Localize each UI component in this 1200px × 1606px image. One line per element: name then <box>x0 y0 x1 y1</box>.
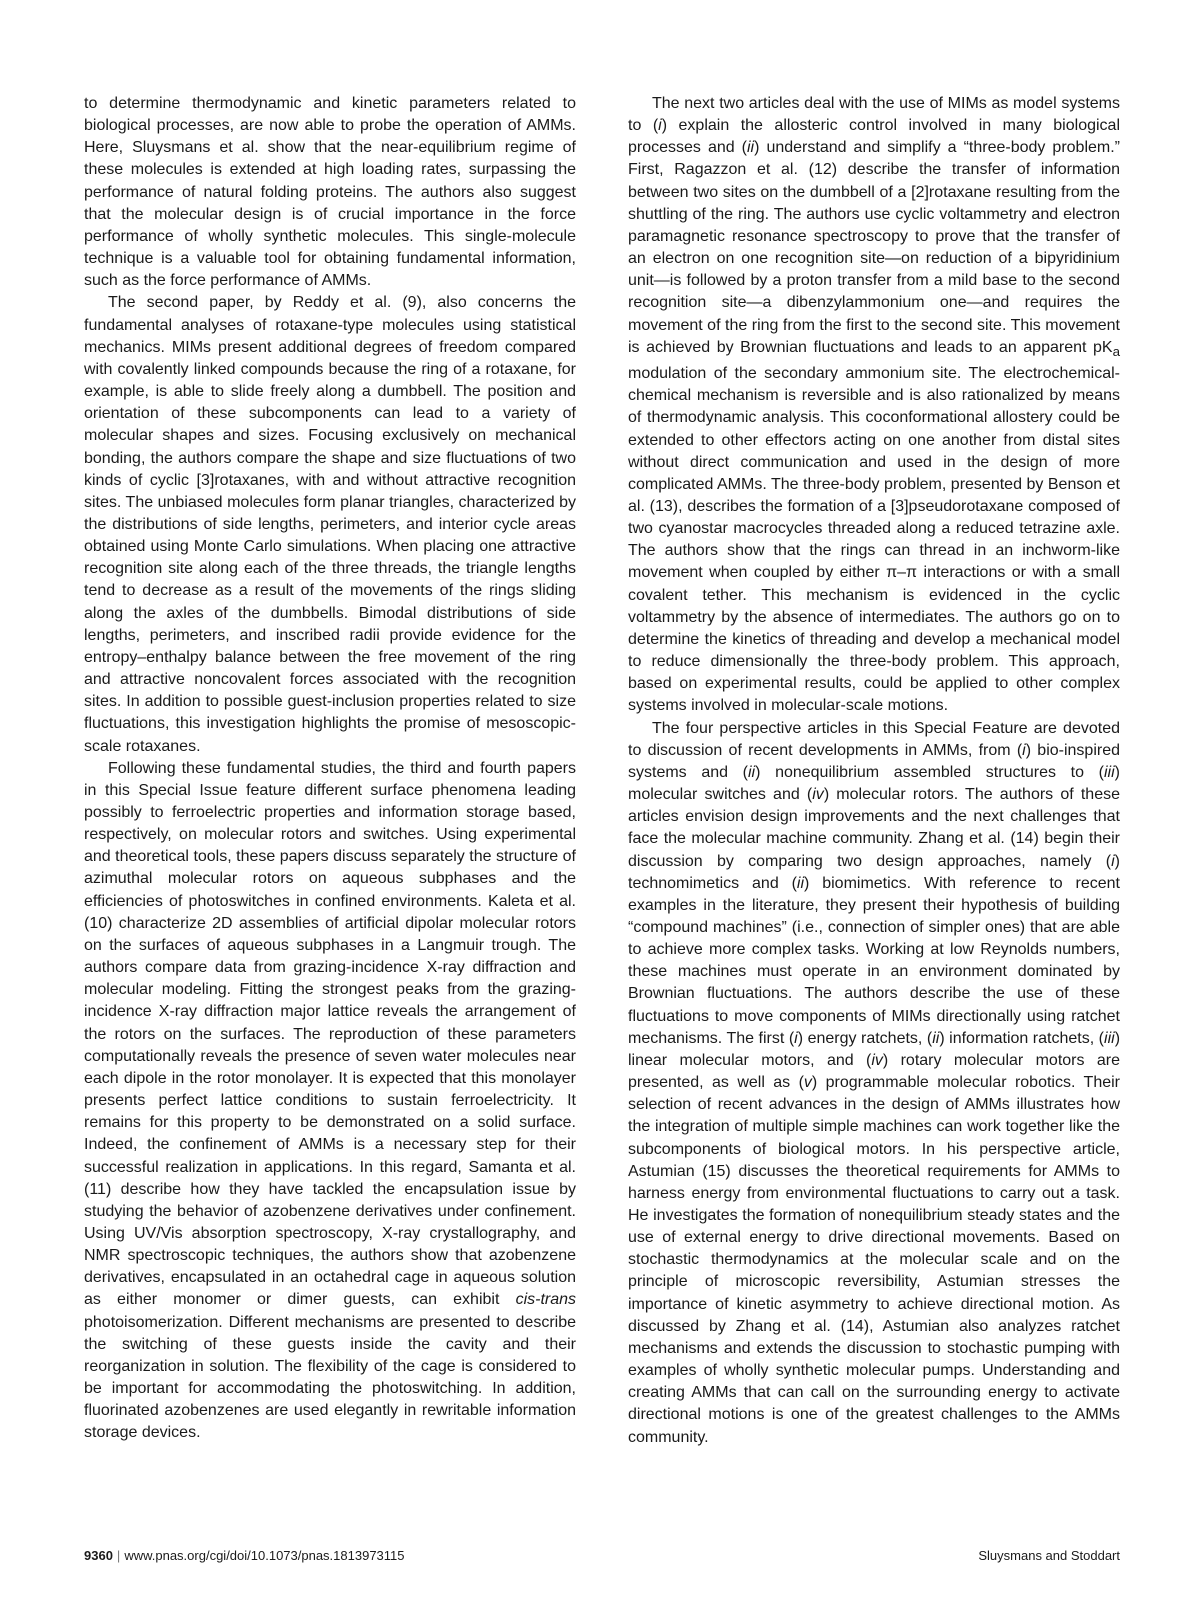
italic-text: v <box>803 1074 812 1092</box>
text-run: ) nonequilibrium assembled structures to ( <box>755 763 1104 781</box>
italic-text: ii <box>747 139 755 157</box>
text-run: The next two articles deal with the use of MIMs as model systems to ( <box>628 95 1120 135</box>
text-run: ) programmable molecular robotics. Their selection of recent advances in the design of AMMs illustrates how the integration of multiple simple machines can work together like the subcomponents of biological motors. In his perspective article, Astumian (15) discusses the theoretical requirements for AMMs to harness energy from environmental fluctuations to carry out a task. He investigates the formation of nonequilibrium steady states and the use of external energy to drive directional movements. Based on stochastic thermodynamics at the molecular scale and on the principle of microscopic reversibility, Astumian stresses the importance of kinetic asymmetry to achieve directional motion. As discussed by Zhang et al. (14), Astumian also analyzes ratchet mechanisms and extends the discussion to stochastic pumping with examples of wholly synthetic molecular pumps. Understanding and creating AMMs that can call on the surrounding energy to activate directional motions is one of the greatest challenges to the AMMs community. <box>628 1074 1120 1446</box>
right-column <box>628 93 1120 1513</box>
text-run: ) molecular rotors. The authors of these articles envision design improvements and the next challenges that face the molecular machine community. Zhang et al. (14) begin their discussion by comparing two design approaches, namely ( <box>628 786 1120 870</box>
text-run: photoisomerization. Different mechanisms are presented to describe the switching of these guests inside the cavity and their reorganization in solution. The flexibility of the cage is considered to be important for accommodating the photoswitching. In addition, fluorinated azobenzenes are used elegantly in rewritable information storage devices. <box>84 1313 576 1442</box>
text-run: ) bio-inspired systems and ( <box>628 741 1121 781</box>
text-run: ) understand and simplify a “three-body problem.” First, Ragazzon et al. (12) describe the transfer of information between two sites on the dumbbell of a [2]rotaxane resulting from the shuttling of the ring. The authors use cyclic voltammetry and electron paramagnetic resonance spectroscopy to prove that the transfer of an electron on one recognition site—on reduction of a bipyridinium unit—is followed by a proton transfer from a mild base to the second recognition site—a dibenzylammonium one—and requires the movement of the ring from the first to the second site. This movement is achieved by Brownian fluctuations and leads to an apparent pK <box>628 139 1120 356</box>
paragraph <box>84 758 576 1445</box>
italic-text: i <box>1022 741 1026 759</box>
paragraph <box>628 718 1120 1449</box>
italic-text: i <box>1111 852 1115 870</box>
text-run: ) biomimetics. With reference to recent examples in the literature, they present their hypothesis of building “compound machines” (i.e., connection of simpler ones) that are able to achieve more complex tasks. Working at low Reynolds numbers, these machines must operate in an environment dominated by Brownian fluctuations. The authors describe the use of these fluctuations to move components of MIMs directionally using ratchet mechanisms. The first ( <box>628 874 1120 1047</box>
italic-text: i <box>658 117 662 135</box>
page-number: 9360 <box>84 1548 113 1563</box>
running-authors: Sluysmans and Stoddart <box>978 1548 1120 1563</box>
text-run: ) linear molecular motors, and ( <box>628 1029 1121 1069</box>
italic-text: cis-trans <box>515 1291 577 1309</box>
italic-text: iii <box>1104 1029 1115 1047</box>
text-run: ) molecular switches and ( <box>628 763 1120 804</box>
italic-text: ii <box>747 763 756 781</box>
left-column <box>84 93 576 1513</box>
text-run: ) explain the allosteric control involved in many biological processes and ( <box>628 117 1120 157</box>
paragraph: The second paper, by Reddy et al. (9), also concerns the fundamental analyses of rotaxane-type molecules using statistical mechanics. MIMs present additional degrees of freedom compared with covalently linked compounds because the ring of a rotaxane, for example, is able to slide freely along a dumbbell. The position and orientation of these subcomponents can lead to a variety of molecular shapes and sizes. Focusing exclusively on mechanical bonding, the authors compare the shape and size fluctuations of two kinds of cyclic [3]rotaxanes, with and without attractive recognition sites. The unbiased molecules form planar triangles, characterized by the distributions of side lengths, perimeters, and interior cycle areas obtained using Monte Carlo simulations. When placing one attractive recognition site along each of the three threads, the triangle lengths tend to decrease as a result of the movements of the rings sliding along the axles of the dumbbells. Bimodal distributions of side lengths, perimeters, and inscribed radii provide evidence for the entropy–enthalpy balance between the free movement of the ring and attractive noncovalent forces associated with the recognition sites. In addition to possible guest-inclusion properties related to size fluctuations, this investigation highlights the promise of mesoscopic-scale rotaxanes. <box>84 294 576 755</box>
paragraph <box>628 93 1120 718</box>
text-run: ) rotary molecular motors are presented, as well as ( <box>628 1051 1120 1092</box>
italic-text: iv <box>871 1051 883 1069</box>
doi-link[interactable]: www.pnas.org/cgi/doi/10.1073/pnas.1813973115 <box>124 1548 405 1563</box>
italic-text: iii <box>1104 763 1115 781</box>
text-run: The four perspective articles in this Special Feature are devoted to discussion of recent developments in AMMs, from ( <box>628 719 1120 759</box>
italic-text: ii <box>932 1029 940 1047</box>
subscript: a <box>1112 343 1120 359</box>
italic-text: ii <box>796 874 805 892</box>
text-run: ) technomimetics and ( <box>628 852 1120 892</box>
text-run: Following these fundamental studies, the third and fourth papers in this Special Issue feature different surface phenomena leading possibly to ferroelectric properties and information storage based, respectively, on molecular rotors and switches. Using experimental and theoretical tools, these papers discuss separately the structure of azimuthal molecular rotors on aqueous subphases and the efficiencies of photoswitches in confined environments. Kaleta et al. (10) characterize 2D assemblies of artificial dipolar molecular rotors on the surfaces of aqueous subphases in a Langmuir trough. The authors compare data from grazing-incidence X-ray diffraction and molecular modeling. Fitting the strongest peaks from the grazing-incidence X-ray diffraction major lattice reveals the arrangement of the rotors on the surfaces. The reproduction of these parameters computationally reveals the presence of seven water molecules near each dipole in the rotor monolayer. It is expected that this monolayer presents perfect lattice conditions to sustain ferroelectricity. It remains for this property to be demonstrated on a solid surface. Indeed, the confinement of AMMs is a necessary step for their successful realization in applications. In this regard, Samanta et al. (11) describe how they have tackled the encapsulation issue by studying the behavior of azobenzene derivatives under confinement. Using UV/Vis absorption spectroscopy, X-ray crystallography, and NMR spectroscopic techniques, the authors show that azobenzene derivatives, encapsulated in an octahedral cage in aqueous solution as either monomer or dimer guests, can exhibit <box>84 759 576 1309</box>
paragraph: to determine thermodynamic and kinetic parameters related to biological processes, are now able to probe the operation of AMMs. Here, Sluysmans et al. show that the near-equilibrium regime of these molecules is extended at high loading rates, surpassing the performance of natural folding proteins. The authors also suggest that the molecular design is of crucial importance in the force performance of wholly synthetic molecules. This single-molecule technique is a valuable tool for obtaining fundamental information, such as the force performance of AMMs. <box>84 95 576 290</box>
italic-text: iv <box>812 786 824 804</box>
article-body <box>84 93 1120 1513</box>
footer-separator: | <box>116 1548 121 1563</box>
text-run: ) information ratchets, ( <box>939 1029 1105 1047</box>
text-run: ) energy ratchets, ( <box>797 1029 933 1047</box>
page-footer <box>84 1548 1120 1563</box>
footer-left <box>84 1548 405 1563</box>
text-run: modulation of the secondary ammonium site. The electrochemical-chemical mechanism is reversible and is also rationalized by means of thermodynamic analysis. This coconformational allostery could be extended to other effectors acting on one another from distal sites without direct communication and used in the design of more complicated AMMs. The three-body problem, presented by Benson et al. (13), describes the formation of a [3]pseudorotaxane composed of two cyanostar macrocycles threaded along a reduced tetrazine axle. The authors show that the rings can thread in an inchworm-like movement when coupled by either π–π interactions or with a small covalent tether. This mechanism is evidenced in the cyclic voltammetry by the absence of intermediates. The authors go on to determine the kinetics of threading and develop a mechanical model to reduce dimensionally the three-body problem. This approach, based on experimental results, could be applied to other complex systems involved in molecular-scale motions. <box>628 365 1120 715</box>
italic-text: i <box>794 1029 798 1047</box>
